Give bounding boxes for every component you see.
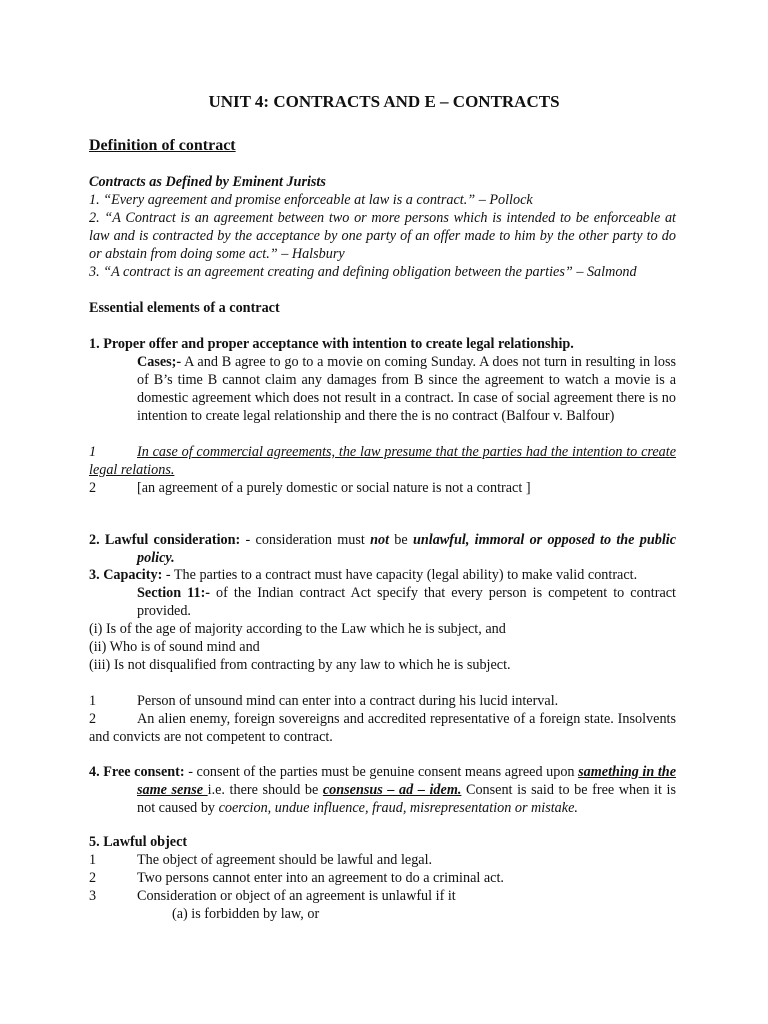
jurist-definition: 2. “A Contract is an agreement between two or more persons which is intended to be enforceable at law and is contracted by the acceptance by one party of an offer made to him by the other party to do or abstain from doing some act.” – Halsbury [89, 210, 676, 262]
condition: (i) Is of the age of majority according to the Law which he is subject, and [89, 621, 506, 637]
note-text: [an agreement of a purely domestic or social nature is not a contract ] [137, 480, 531, 496]
note-text: Person of unsound mind can enter into a contract during his lucid interval. [137, 693, 559, 709]
cases-label: Cases;- [137, 354, 182, 370]
item3-note [89, 710, 676, 746]
item2-section [89, 531, 676, 567]
section-text: of the Indian contract Act specify that every person is competent to contract provided. [137, 585, 676, 619]
item5-heading: 5. Lawful object [89, 834, 188, 850]
item4-text2: i.e. there should be [207, 782, 323, 798]
point-text: Consideration or object of an agreement is unlawful if it [137, 888, 456, 904]
jurist-definition: 1. “Every agreement and promise enforceable at law is a contract.” – Pollock [89, 192, 533, 208]
item1-section [89, 335, 676, 497]
item4-emphasis1: samething in the same sense [137, 764, 676, 798]
item1-note [89, 479, 676, 497]
item4-heading: 4. Free consent: [89, 764, 185, 780]
cases-text: A and B agree to go to a movie on coming Sunday. A does not turn in resulting in loss of B’s time B cannot claim any damages from B since the agreement to watch a movie is a domestic agreement which does not result in a contract. In case of social agreement there is no intention to create legal relationship and there the is no contract (Balfour v. Balfour) [137, 354, 676, 424]
point-number: 1 [89, 852, 97, 868]
jurist-definition: 3. “A contract is an agreement creating and defining obligation between the parties” – Salmond [89, 264, 637, 280]
item3-text [89, 566, 676, 584]
section-label: Section 11:- [137, 585, 211, 601]
item2-emphasis: unlawful, immoral or opposed to the public policy. [137, 532, 676, 566]
item4-emphasis2: consensus – ad – idem. [322, 782, 462, 798]
item1-heading: 1. Proper offer and proper acceptance with intention to create legal relationship. [89, 336, 574, 352]
item2-not: not [370, 532, 390, 548]
note-number: 1 [89, 693, 97, 709]
section-11 [89, 584, 676, 620]
item3-heading: 3. Capacity: [89, 567, 163, 583]
note-text: An alien enemy, foreign sovereigns and accredited representative of a foreign state. Insolvents and convicts are not competent to contract. [89, 711, 676, 745]
item4-text3: Consent is said to be free when it is not caused by [137, 782, 676, 816]
jurists-heading: Contracts as Defined by Eminent Jurists [89, 174, 326, 190]
definition-heading [89, 137, 676, 155]
condition: (ii) Who is of sound mind and [89, 639, 260, 655]
page-title: UNIT 4: CONTRACTS AND E – CONTRACTS [208, 92, 560, 111]
item4-text [89, 763, 676, 817]
item3-section [89, 566, 676, 746]
essential-heading: Essential elements of a contract [89, 300, 280, 316]
note-number: 2 [89, 711, 97, 727]
item5-sub [89, 905, 676, 923]
item5-section [89, 833, 676, 923]
jurists-section [89, 173, 676, 281]
item5-point [89, 851, 676, 869]
item3-note [89, 692, 676, 710]
item1-note [89, 443, 676, 479]
item5-point [89, 869, 676, 887]
item2-heading: 2. Lawful consideration: [89, 532, 241, 548]
item2-text [89, 531, 676, 567]
sub-point-text: (a) is forbidden by law, or [172, 906, 320, 922]
point-text: Two persons cannot enter into an agreement to do a criminal act. [137, 870, 504, 886]
condition: (iii) Is not disqualified from contracting by any law to which he is subject. [89, 657, 511, 673]
item4-emphasis3: coercion, undue influence, fraud, misrepresentation or mistake. [218, 800, 578, 816]
note-number: 1 [89, 444, 97, 460]
point-number: 3 [89, 888, 97, 904]
item2-text2: be [389, 532, 413, 548]
item1-cases [89, 353, 676, 425]
point-number: 2 [89, 870, 97, 886]
item5-point [89, 887, 676, 905]
note-text: In case of commercial agreements, the law presume that the parties had the intention to create legal relations. [89, 444, 676, 478]
definition-heading-text: Definition of contract [89, 137, 236, 154]
point-text: The object of agreement should be lawful and legal. [137, 852, 433, 868]
item4-text1: - consent of the parties must be genuine consent means agreed upon [184, 764, 579, 780]
item3-body: - The parties to a contract must have capacity (legal ability) to make valid contract. [162, 567, 638, 583]
note-number: 2 [89, 480, 97, 496]
item2-text1: - consideration must [240, 532, 371, 548]
item4-section [89, 763, 676, 817]
